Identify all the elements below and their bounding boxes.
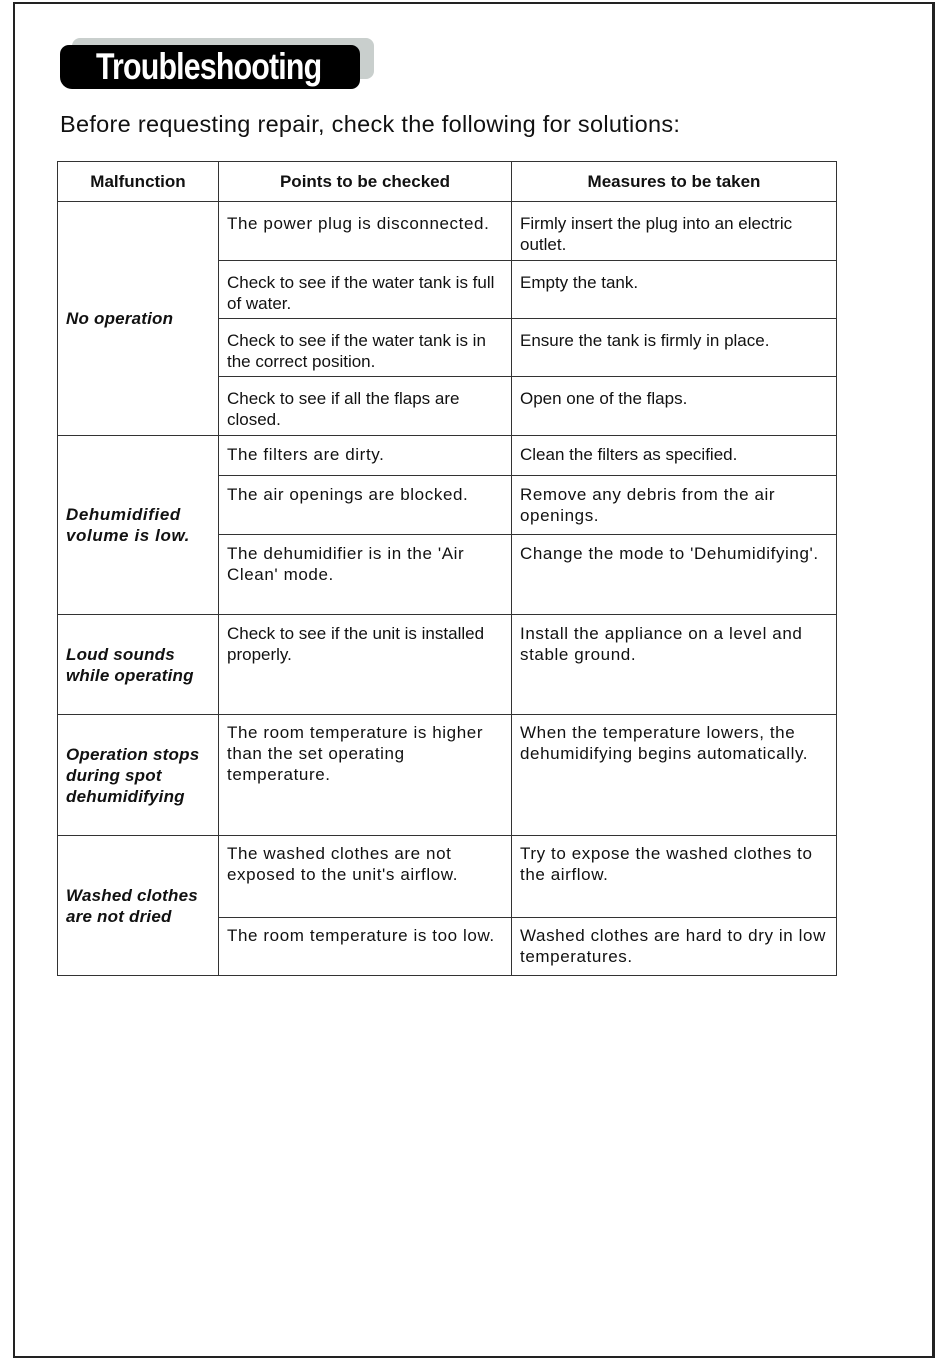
check-cell: The power plug is disconnected.	[219, 202, 512, 261]
check-cell: Check to see if the unit is installed properly.	[219, 615, 512, 715]
check-cell: The room temperature is higher than the set operating temperature.	[219, 715, 512, 836]
malfunction-cell: Operation stops during spot dehumidifying	[58, 715, 219, 836]
malfunction-cell: Loud sounds while operating	[58, 615, 219, 715]
table-row	[58, 436, 837, 476]
heading-text: Troubleshooting	[96, 46, 322, 87]
check-cell: The air openings are blocked.	[219, 476, 512, 535]
measure-cell: Remove any debris from the air openings.	[512, 476, 837, 535]
measure-cell: Install the appliance on a level and stable ground.	[512, 615, 837, 715]
table-row	[58, 615, 837, 715]
check-cell: The room temperature is too low.	[219, 918, 512, 976]
troubleshooting-table	[57, 161, 837, 976]
measure-cell: Open one of the flaps.	[512, 377, 837, 436]
table-row	[58, 715, 837, 836]
measure-cell: Try to expose the washed clothes to the airflow.	[512, 836, 837, 918]
table-header-row	[58, 162, 837, 202]
malfunction-cell: Dehumidified volume is low.	[58, 436, 219, 615]
table-row	[58, 836, 837, 918]
measure-cell: Firmly insert the plug into an electric outlet.	[512, 202, 837, 261]
header-measures: Measures to be taken	[512, 162, 837, 202]
measure-cell: When the temperature lowers, the dehumidifying begins automatically.	[512, 715, 837, 836]
malfunction-cell: Washed clothes are not dried	[58, 836, 219, 976]
intro-text: Before requesting repair, check the following for solutions:	[60, 111, 681, 137]
check-cell: The dehumidifier is in the 'Air Clean' mode.	[219, 535, 512, 615]
measure-cell: Empty the tank.	[512, 261, 837, 319]
heading-badge	[60, 45, 360, 89]
table-row	[58, 202, 837, 261]
check-cell: Check to see if the water tank is in the correct position.	[219, 319, 512, 377]
malfunction-cell: No operation	[58, 202, 219, 436]
check-cell: Check to see if all the flaps are closed.	[219, 377, 512, 436]
header-points-to-check: Points to be checked	[219, 162, 512, 202]
check-cell: The filters are dirty.	[219, 436, 512, 476]
check-cell: The washed clothes are not exposed to the unit's airflow.	[219, 836, 512, 918]
header-malfunction: Malfunction	[58, 162, 219, 202]
measure-cell: Clean the filters as specified.	[512, 436, 837, 476]
section-heading	[60, 38, 374, 90]
measure-cell: Ensure the tank is firmly in place.	[512, 319, 837, 377]
measure-cell: Washed clothes are hard to dry in low temperatures.	[512, 918, 837, 976]
check-cell: Check to see if the water tank is full of water.	[219, 261, 512, 319]
measure-cell: Change the mode to 'Dehumidifying'.	[512, 535, 837, 615]
